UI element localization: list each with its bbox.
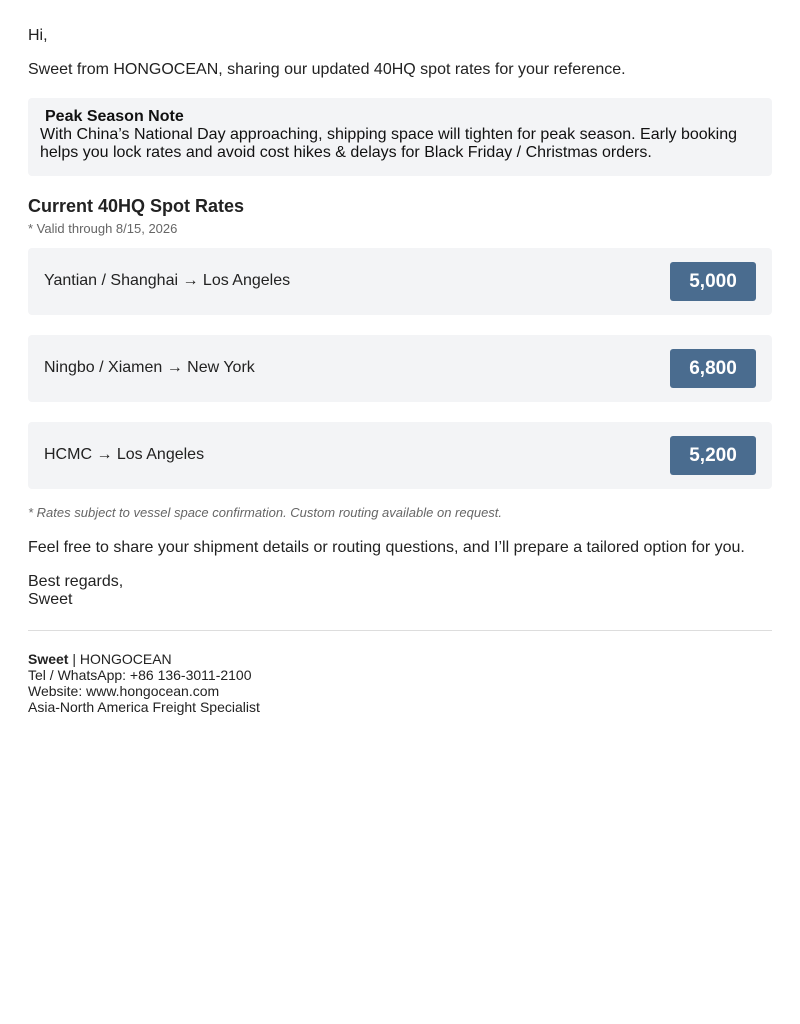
rates-title: Current 40HQ Spot Rates bbox=[28, 196, 245, 216]
greeting: Hi, bbox=[28, 27, 48, 44]
rate-card bbox=[28, 248, 772, 315]
closing-text: Feel free to share your shipment details or routing questions, and I’ll prepare a tailored option for you. bbox=[28, 539, 745, 556]
sender-name: Sweet bbox=[28, 591, 73, 608]
peak-season-note bbox=[28, 98, 772, 176]
rate-card bbox=[28, 335, 772, 402]
rate-card bbox=[28, 422, 772, 489]
signature-name: Sweet bbox=[28, 651, 69, 667]
valid-through: * Valid through 8/15, 2026 bbox=[28, 221, 178, 236]
signature-title: Asia-North America Freight Specialist bbox=[28, 699, 260, 715]
note-title: Peak Season Note bbox=[45, 108, 184, 125]
note-text: With China’s National Day approaching, shipping space will tighten for peak season. Early booking helps you lock rates and avoid cost hikes & delays for Black Friday / Christmas orders. bbox=[40, 126, 737, 161]
regards-text: Best regards, bbox=[28, 573, 124, 590]
signature-name-line bbox=[28, 651, 260, 667]
rate-route: HCMC → Los Angeles bbox=[44, 446, 205, 463]
rate-price-badge: 6,800 bbox=[670, 349, 756, 388]
signature-divider bbox=[28, 630, 772, 631]
signature-website: Website: www.hongocean.com bbox=[28, 683, 220, 699]
rate-route: Ningbo / Xiamen → New York bbox=[44, 359, 255, 376]
rates-disclaimer: * Rates subject to vessel space confirmation. Custom routing available on request. bbox=[28, 505, 503, 520]
rate-route: Yantian / Shanghai → Los Angeles bbox=[44, 272, 291, 289]
email-signature bbox=[28, 651, 260, 715]
rate-price-badge: 5,200 bbox=[670, 436, 756, 475]
rate-price-badge: 5,000 bbox=[670, 262, 756, 301]
signature-company: | HONGOCEAN bbox=[68, 651, 172, 667]
signature-phone: Tel / WhatsApp: +86 136-3011-2100 bbox=[28, 667, 252, 683]
intro-text: Sweet from HONGOCEAN, sharing our updated 40HQ spot rates for your reference. bbox=[28, 61, 626, 78]
